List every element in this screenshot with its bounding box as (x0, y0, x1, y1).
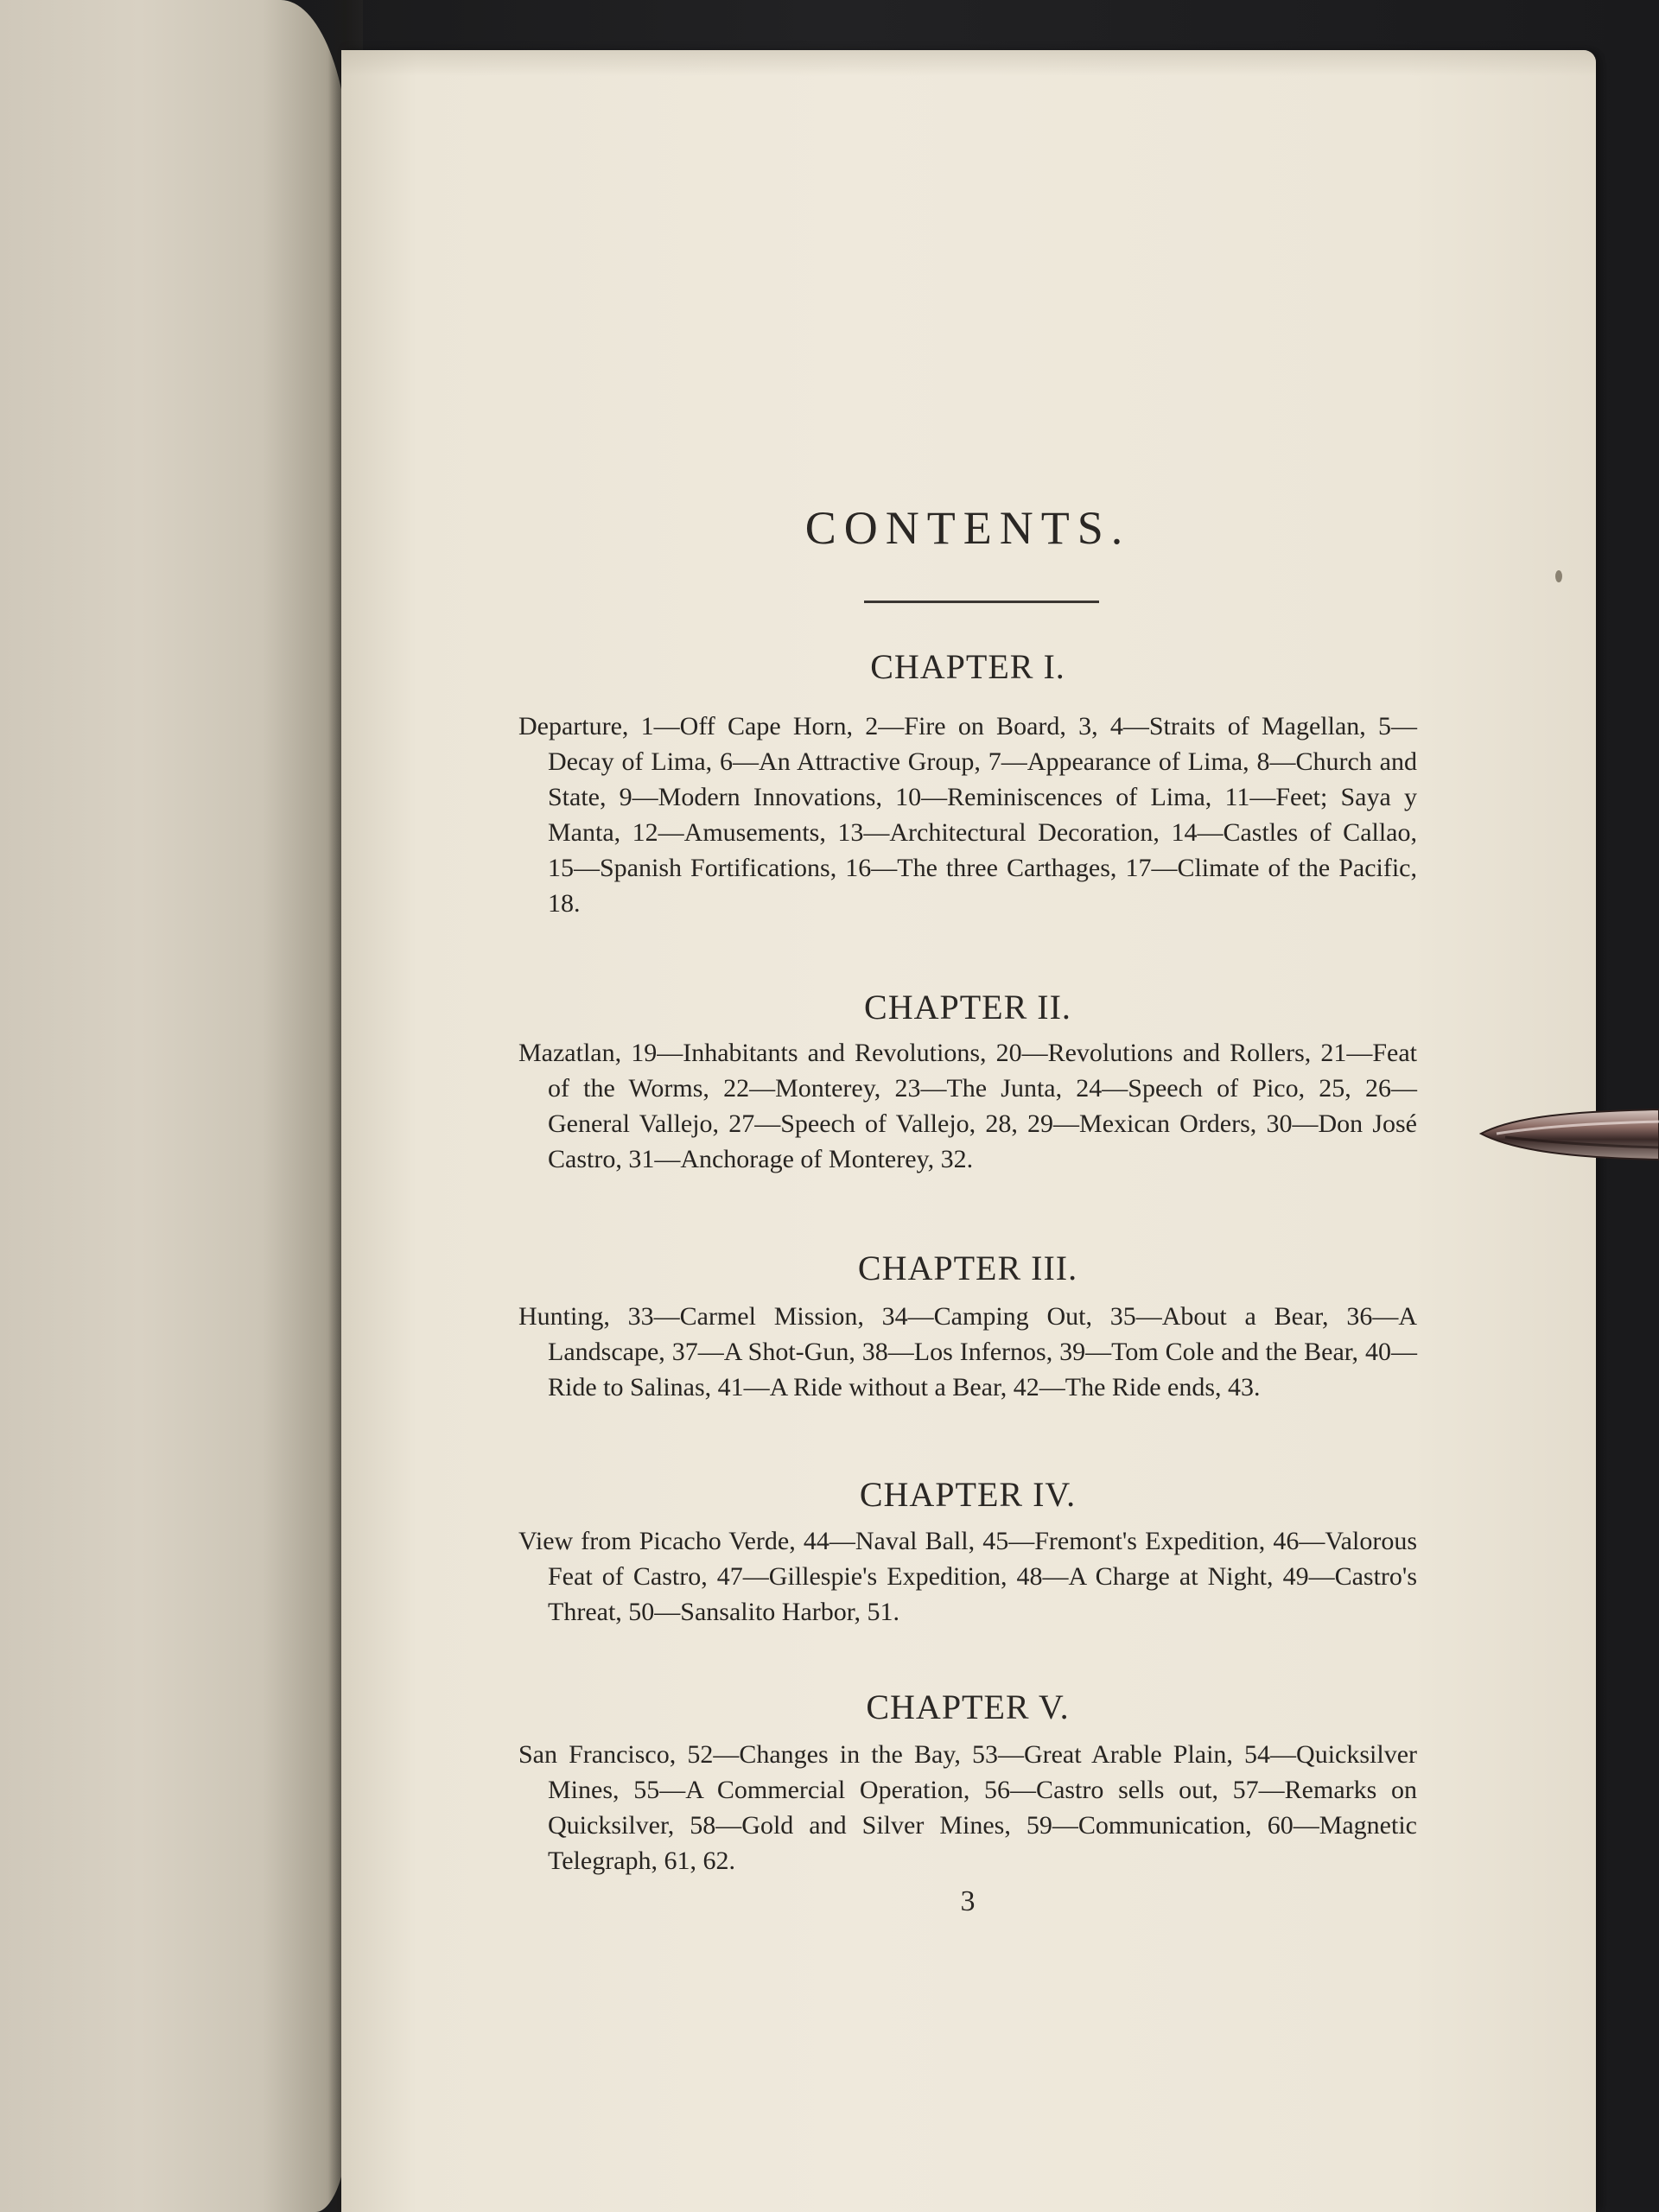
page-title: CONTENTS. (804, 502, 1131, 554)
page-number: 3 (960, 1885, 976, 1917)
chapter-heading: CHAPTER III. (857, 1249, 1078, 1287)
chapter-entries: Hunting, 33—Carmel Mission, 34—Camping Out, 35—About a Bear, 36—A Landscape, 37—A Shot-Gun, 38—Los Infernos, 39—Tom Cole and the Bear, 40—Ride to Salinas, 41—A Ride without a Bear, 42—The Ride ends, 43. (518, 1302, 1417, 1402)
chapter-entries: San Francisco, 52—Changes in the Bay, 53—Great Arable Plain, 54—Quicksilver Mines, 55—A Commercial Operation, 56—Castro sells out, 57—Remarks on Quicksilver, 58—Gold and Silver Mines, 59—Communication, 60—Magnetic Telegraph, 61, 62. (518, 1740, 1417, 1875)
chapter-heading: CHAPTER IV. (859, 1475, 1077, 1514)
title-rule (864, 601, 1099, 603)
chapter-heading: CHAPTER II. (864, 988, 1071, 1027)
chapter-heading: CHAPTER I. (870, 647, 1065, 686)
chapter-entries: Departure, 1—Off Cape Horn, 2—Fire on Board, 3, 4—Straits of Magellan, 5—Decay of Lima, 6—An Attractive Group, 7—Appearance of Lima, 8—Church and State, 9—Modern Innovations, 10—Reminiscences of Lima, 11—Feet; Saya y Manta, 12—Amusements, 13—Architectural Decoration, 14—Castles of Callao, 15—Spanish Fortifications, 16—The three Carthages, 17—Climate of the Pacific, 18. (518, 712, 1417, 918)
left-page-edge (0, 0, 350, 2212)
paper-fleck (1555, 570, 1562, 582)
chapter-entries: View from Picacho Verde, 44—Naval Ball, 45—Fremont's Expedition, 46—Valorous Feat of Castro, 47—Gillespie's Expedition, 48—A Charge at Night, 49—Castro's Threat, 50—Sansalito Harbor, 51. (518, 1527, 1417, 1626)
chapter-entries: Mazatlan, 19—Inhabitants and Revolutions, 20—Revolutions and Rollers, 21—Feat of the Worms, 22—Monterey, 23—The Junta, 24—Speech of Pico, 25, 26—General Vallejo, 27—Speech of Vallejo, 28, 29—Mexican Orders, 30—Don José Castro, 31—Anchorage of Monterey, 32. (518, 1039, 1417, 1173)
page-top-shade (341, 50, 1596, 76)
pen-nib-icon (1479, 1108, 1659, 1161)
chapter-heading: CHAPTER V. (866, 1688, 1070, 1726)
